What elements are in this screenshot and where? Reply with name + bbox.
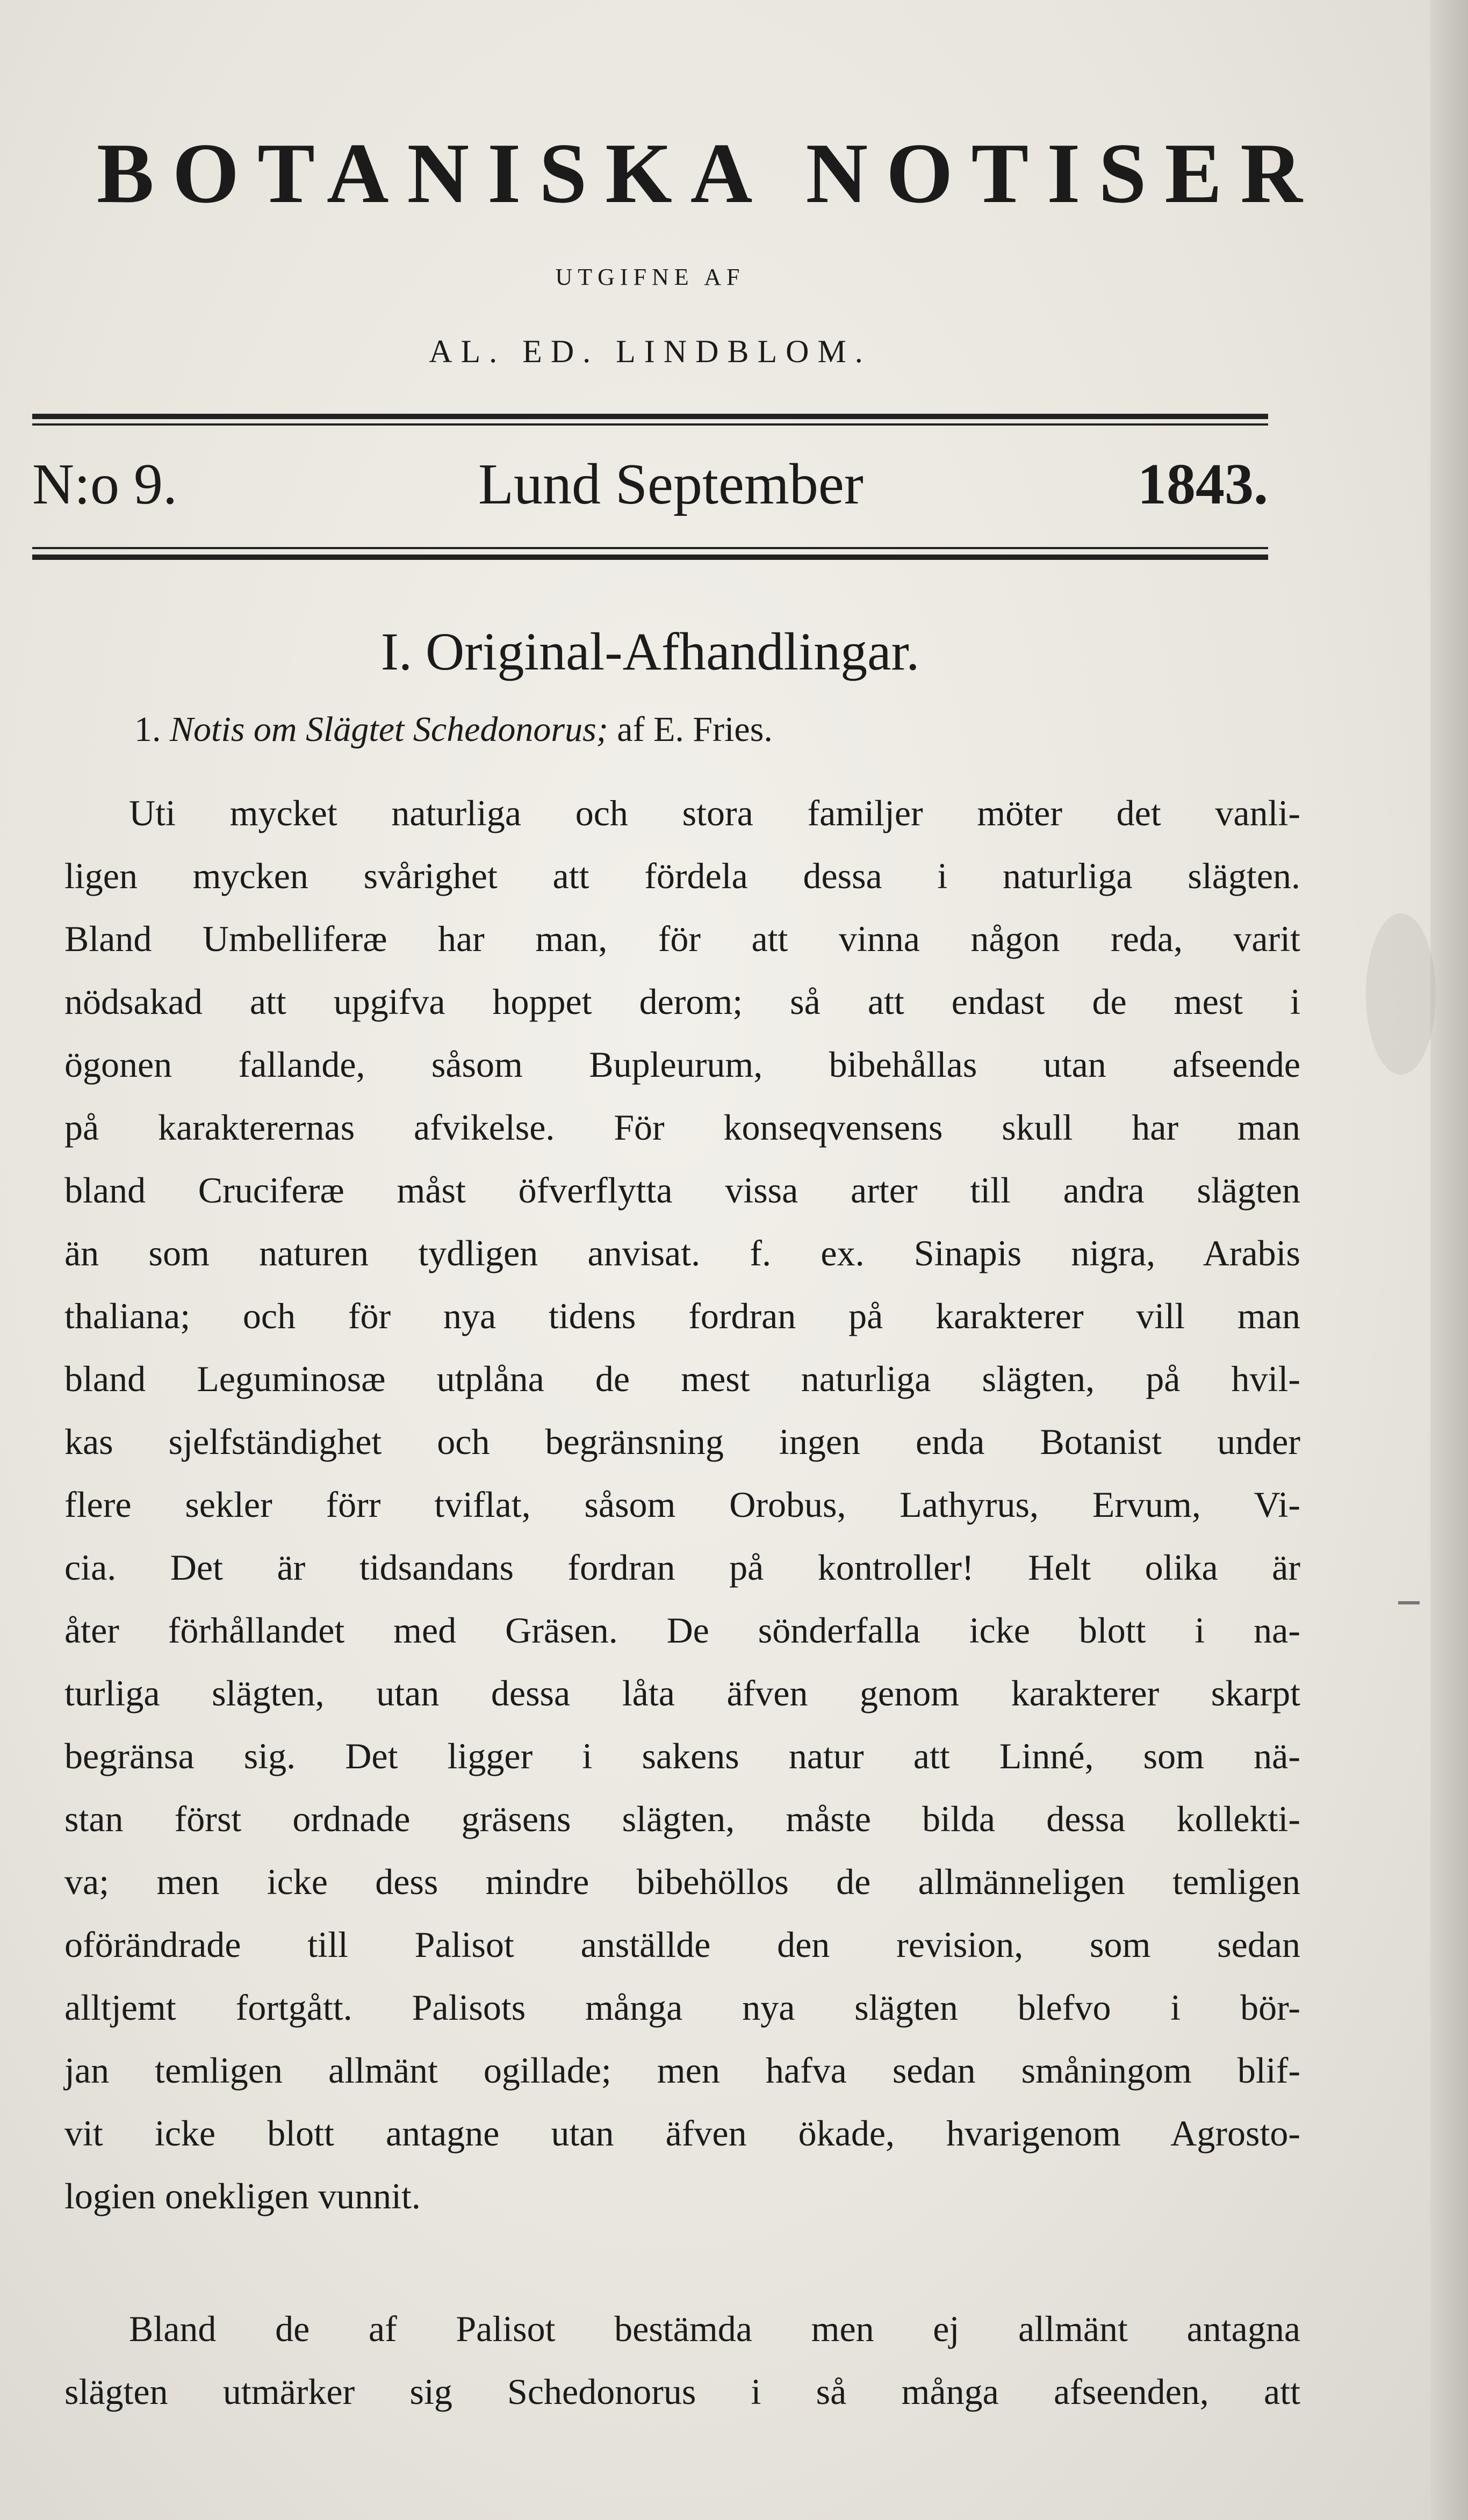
text-line: Bland Umbelliferæ har man, för att vinna någon reda, varit <box>64 918 1300 959</box>
article-heading <box>134 709 1155 750</box>
page-edge <box>1430 0 1468 2520</box>
rule-thick-top <box>32 414 1268 419</box>
text-line: Bland de af Palisot bestämda men ej allmänt antagna <box>129 2308 1300 2349</box>
text-line: ögonen fallande, såsom Bupleurum, bibehållas utan afseende <box>64 1044 1300 1085</box>
text-line: flere sekler förr tviflat, såsom Orobus, Lathyrus, Ervum, Vi- <box>64 1484 1300 1525</box>
text-line: på karakterernas afvikelse. För konseqvensens skull har man <box>64 1107 1300 1148</box>
publisher-label: UTGIFNE AF <box>555 264 745 290</box>
rule-thin-bottom <box>32 547 1268 549</box>
editor-name: AL. ED. LINDBLOM. <box>429 334 872 369</box>
journal-title: BOTANISKA NOTISER <box>97 125 1321 221</box>
text-line: stan först ordnade gräsens slägten, måste bilda dessa kollekti- <box>64 1798 1300 1839</box>
text-line: bland Cruciferæ måst öfverflytta vissa arter till andra slägten <box>64 1170 1300 1211</box>
article-body <box>64 782 1300 2423</box>
article-number: 1. <box>134 710 161 749</box>
issue-line <box>32 451 1268 532</box>
text-line: slägten utmärker sig Schedonorus i så många afseenden, att <box>64 2371 1300 2412</box>
text-line: Uti mycket naturliga och stora familjer möter det vanli- <box>129 793 1300 833</box>
text-line: kas sjelfständighet och begränsning ingen enda Botanist under <box>64 1421 1300 1462</box>
text-line: vit icke blott antagne utan äfven ökade, hvarigenom Agrosto- <box>64 2113 1300 2154</box>
article-byline: af E. Fries. <box>617 710 773 749</box>
text-line: åter förhållandet med Gräsen. De sönderfalla icke blott i na- <box>64 1610 1300 1651</box>
paragraph-1 <box>64 782 1300 2228</box>
text-line: ligen mycken svårighet att fördela dessa i naturliga slägten. <box>64 855 1300 896</box>
text-line: jan temligen allmänt ogillade; men hafva sedan småningom blif- <box>64 2050 1300 2091</box>
paper-mark <box>1398 1601 1420 1604</box>
text-line: nödsakad att upgifva hoppet derom; så att endast de mest i <box>64 981 1300 1022</box>
paragraph-gap <box>64 2228 1300 2298</box>
paragraph-2 <box>64 2298 1300 2423</box>
rule-thin-top <box>32 423 1268 426</box>
text-line: cia. Det är tidsandans fordran på kontroller! Helt olika är <box>64 1547 1300 1588</box>
issue-place-date: Lund September <box>478 452 863 516</box>
article-title: Notis om Slägtet Schedonorus; <box>170 710 608 749</box>
text-line: begränsa sig. Det ligger i sakens natur att Linné, som nä- <box>64 1736 1300 1776</box>
text-line: thaliana; och för nya tidens fordran på karakterer vill man <box>64 1295 1300 1336</box>
text-line: oförändrade till Palisot anställde den revision, som sedan <box>64 1924 1300 1965</box>
text-line: va; men icke dess mindre bibehöllos de allmänneligen temligen <box>64 1861 1300 1902</box>
text-line: logien onekligen vunnit. <box>64 2176 421 2216</box>
issue-year: 1843. <box>1138 452 1268 516</box>
issue-number: N:o 9. <box>32 452 177 516</box>
section-heading: I. Original-Afhandlingar. <box>380 622 920 681</box>
text-line: alltjemt fortgått. Palisots många nya slägten blefvo i bör- <box>64 1987 1300 2028</box>
paper-stain <box>1366 913 1436 1075</box>
text-line: bland Leguminosæ utplåna de mest naturliga slägten, på hvil- <box>64 1358 1300 1399</box>
text-line: än som naturen tydligen anvisat. f. ex. Sinapis nigra, Arabis <box>64 1233 1300 1273</box>
rule-thick-bottom <box>32 555 1268 560</box>
text-line: turliga slägten, utan dessa låta äfven genom karakterer skarpt <box>64 1673 1300 1713</box>
